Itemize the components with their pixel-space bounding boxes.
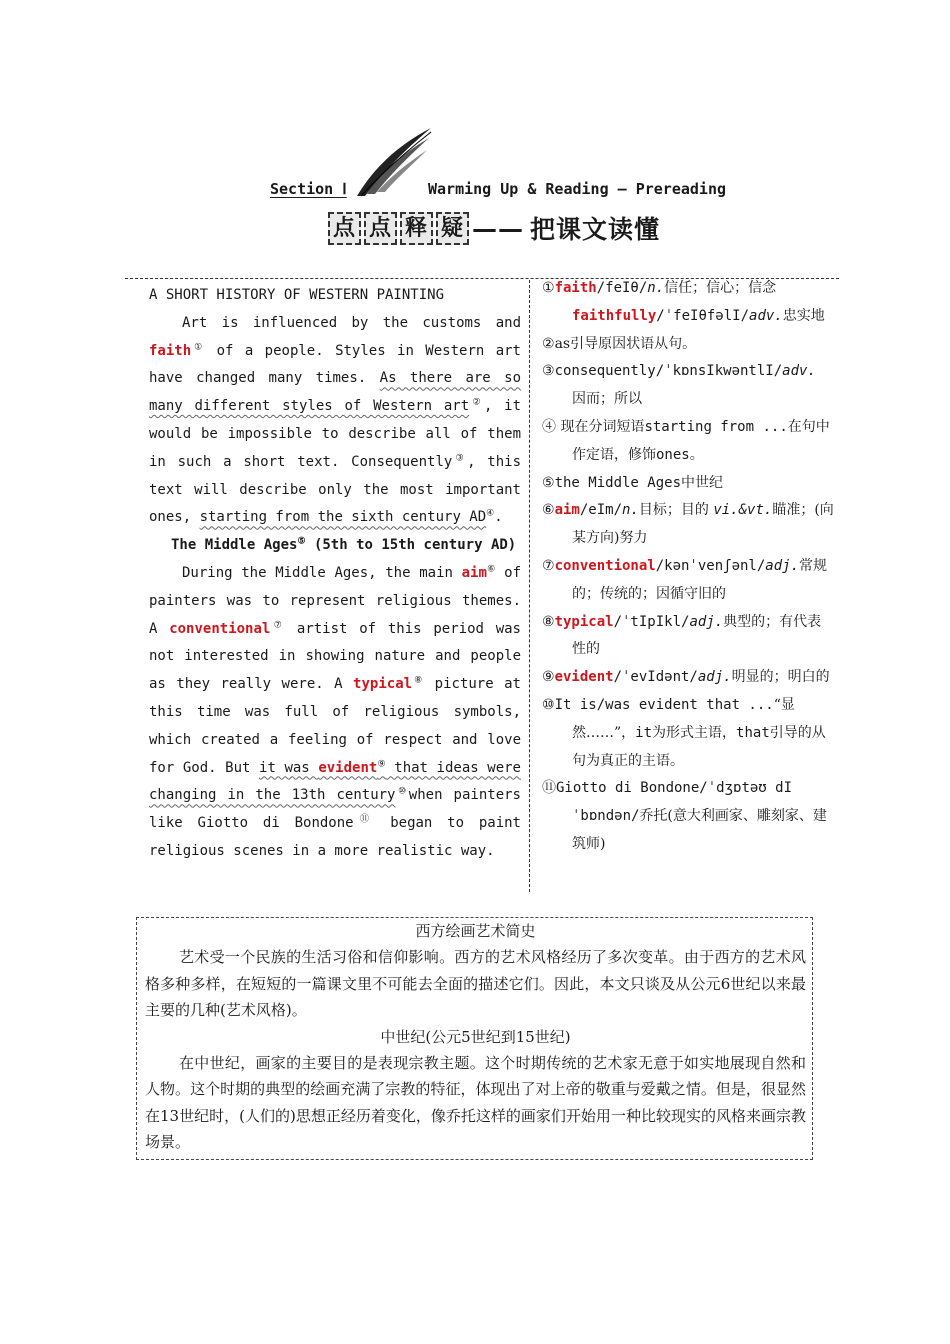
translation-box (136, 917, 813, 1160)
column-divider (529, 280, 530, 892)
note-10: ⑩It is/was evident that ...“显然……”，it为形式主语，that引导的从句为真正的主语。 (542, 696, 826, 769)
note-4: ④ 现在分词短语starting from ...在句中作定语，修饰ones。 (542, 418, 830, 463)
note-9: ⑨evident/ˈevIdənt/adj.明显的；明白的 (542, 669, 830, 686)
subtitle-dash: —— (472, 213, 524, 243)
note-6: ⑥aim/eIm/n.目标；目的 vi.&vt.瞄准；(向某方向)努力 (542, 502, 834, 547)
subtitle-tag-char: 点 (328, 212, 361, 245)
keyword-conventional: conventional (169, 620, 271, 637)
article-paragraph-2: During the Middle Ages, the main aim⑥ of painters was to represent religious themes. A conventional⑦ artist of this period was not interested in showing nature and people as they really were. A typical⑧ picture at this time was full of religious symbols, which created a feeling of respect and love for God. But it was evident⑨ that ideas were changing in the 13th century⑩when painters like Giotto di Bondone⑪ began to paint religious scenes in a more realistic way. (149, 564, 521, 859)
note-11: ⑪Giotto di Bondone/ˈdʒɒtəʊ dIˈbɒndən/乔托(意大利画家、雕刻家、建筑师) (542, 780, 827, 852)
translation-title: 西方绘画艺术简史 (415, 922, 536, 940)
subtitle-tag-char: 释 (400, 212, 433, 245)
article-title: A SHORT HISTORY OF WESTERN PAINTING (149, 287, 445, 303)
underlined-phrase: it was evident⑨ that ideas were changing in the 13th century (149, 758, 521, 804)
note-7: ⑦conventional/kənˈvenʃənl/adj.常规的；传统的；因循守旧的 (542, 557, 828, 602)
article-paragraph-1: Art is influenced by the customs and faith① of a people. Styles in Western art have changed many times. As there are so many different styles of Western art②, it would be impossible to describe all of them in such a short text. Consequently③, this text will describe only the most important ones, starting from the sixth century AD④. (149, 314, 522, 526)
section-heading (270, 180, 750, 198)
keyword-faith: faith (149, 342, 192, 359)
translation-subheading: 中世纪(公元5世纪到15世纪) (380, 1027, 571, 1046)
vocabulary-notes (542, 275, 834, 859)
section-label: Section Ⅰ (270, 180, 347, 198)
translation-paragraph-2: 在中世纪，画家的主要目的是表现宗教主题。这个时期传统的艺术家无意于如实地展现自然和人物。这个时期的典型的绘画充满了宗教的特征，体现出了对上帝的敬重与爱戴之情。但是，很显然在13世纪时，(人们的)思想正经历着变化，像乔托这样的画家们开始用一种比较现实的风格来画宗教场景。 (145, 1054, 806, 1152)
keyword-evident: evident (318, 759, 378, 776)
note-8: ⑧typical/ˈtIpIkl/adj.典型的；有代表性的 (542, 613, 822, 658)
underlined-phrase: starting from the sixth century AD (199, 509, 487, 526)
underlined-phrase: As there are so many different styles of Western art (149, 370, 522, 415)
keyword-typical: typical (353, 676, 413, 693)
translation-paragraph-1: 艺术受一个民族的生活习俗和信仰影响。西方的艺术风格经历了多次变革。由于西方的艺术风格多种多样，在短短的一篇课文里不可能去全面的描述它们。因此，本文只谈及从公元6世纪以来最主要的几种(艺术风格)。 (145, 948, 806, 1020)
keyword-aim: aim (461, 564, 487, 581)
subtitle-main: 把课文读懂 (530, 215, 661, 244)
note-1: ①faith/feIθ/n.信任；信心；信念 faithfully/ˈfeIθfəlI/adv.忠实地 (542, 280, 825, 324)
note-5: ⑤the Middle Ages中世纪 (542, 474, 723, 491)
article-subheading: The Middle Ages⑤ (5th to 15th century AD) (171, 536, 517, 554)
page-header (0, 120, 950, 260)
article-text (149, 282, 521, 866)
subtitle-tag-char: 疑 (436, 212, 469, 245)
subtitle-tag-char: 点 (364, 212, 397, 245)
note-3: ③consequently/ˈkɒnsIkwəntlI/adv. 因而；所以 (542, 363, 816, 408)
note-2: ②as引导原因状语从句。 (542, 335, 697, 352)
lesson-subtitle (328, 210, 660, 246)
section-topic: Warming Up & Reading — Prereading (428, 180, 727, 198)
